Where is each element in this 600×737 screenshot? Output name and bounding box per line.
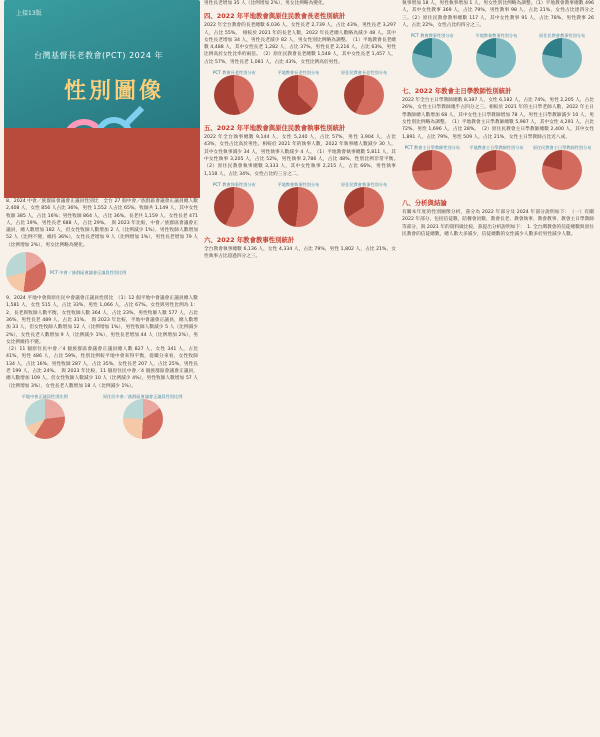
chart-5-group <box>202 178 398 231</box>
chart-6b <box>475 33 517 78</box>
chart-6-group <box>400 29 596 82</box>
section5-heading: 五、2022 年平地教會與原住民教會執事性別統計 <box>204 124 346 133</box>
continued-note: 上接13版 <box>16 10 42 17</box>
section8-text: 8、2024 中會／族群區會議會正議員性別比 全台 27 個中會／族群區會議會正議員總人數 2,408 人，女性 856 人占比 36%，男性 1,552 人占比 65%。牧師共 1,149 人，其中女性牧師 385 人，占比 16%；男性牧師 864 人，占比 36%。長老共 1,159 人，女性長老 471 人，占比 19%，男性長老 688 人，占比 29%。 與 2023 年比較，中會／族群區會議會正議員，總人數增加 182 人，但女性牧師人數增加 2 人（比例減少 1%），男性牧師人數增加 52 人（比例不變，維持 36%），女性長老增加 9 人（比例增加 1%），男性長老增加 79 人（比例增加 2%），男女比例略為變化。 <box>6 199 198 248</box>
chart-5c-caption: 原住民教會執事性別分布 <box>341 181 388 187</box>
section6-text: 全台教會執事總數 6,136 人，女性 4,334 人，占比 79%，男性 1,802 人，占比 21%，女性執事占比超過四分之三。 <box>204 246 396 260</box>
chart-8 <box>4 249 200 295</box>
column-1 <box>4 0 200 737</box>
cover-bottom-band <box>4 128 200 198</box>
chart-7b <box>469 145 523 190</box>
cover-title: 性別圖像 <box>64 79 165 104</box>
section7-text: 2022 年全台主日學教師總數 8,387 人，女性 6,182 人，占比 74%，男性 2,205 人，占比 26%，女性主日學教師幾乎占四分之三。相較於 2021 年的主日學老師人數，2022 年主日學教師總人數增加 68 人，其中女性主日學教師增加 78 人，男性主日學教師減少 10 人，男女性別比例略為調整。 （1）平地教會主日學教師總數 5,987 人，其中女性 4,291 人，占比 72%，男性 1,696 人，占比 28%。 （2）原住民教會主日學教師總數 2,400 人，其中女性 1,891 人，占比 79%，男性 509 人，占比 21%，女性主日學教師占比近八成。 <box>402 98 594 140</box>
pie-chart-9b <box>123 399 163 439</box>
chart-4a-caption: PCT 教會長老性別分布 <box>212 70 256 76</box>
chart-5c <box>341 182 387 227</box>
chart-7c-caption: 原住民教會主日學教師性別分布 <box>532 144 592 150</box>
pie-chart-4b <box>278 75 318 115</box>
chart-5b-caption: 平地教會執事性別分布 <box>277 181 320 187</box>
pie-chart-9a <box>25 399 65 439</box>
section4-text: 2022 年全台教會的長老總數 6,036 人，女性長老 2,739 人，占比 43%，男性長老 3,297 人，占比 55%。 相較於 2021 年的長老人數，2022 年長老總人數略為減少 48 人。其中女性長老增加 34 人，男性長老減少 82 人，男女性別比例略為調整。 （1）平地教會長老總數 4,488 人，其中女性長老 1,282 人，占比 37%，男性長老 2,216 人，占比 63%，男性比例高於女性比率約兩倍。 （2）原住民教會長老總數 1,548 人，其中女性長老 1,457 人，占比 57%，男性長老 1,081 人，占比 43%，女性比例高於男性。 <box>204 23 396 65</box>
chart-4c-caption: 原住民教會長老性別分布 <box>341 70 388 76</box>
pie-chart-7b <box>476 150 516 190</box>
chart-7c <box>533 145 592 190</box>
pie-chart-5a <box>214 187 254 227</box>
chart-7b-caption: 平地教會主日學教師性別分布 <box>469 144 524 150</box>
chart-6c <box>539 33 585 78</box>
pie-chart-6a <box>412 38 452 78</box>
pie-chart-5b <box>278 187 318 227</box>
pie-chart-7a <box>412 150 452 190</box>
cover-banner <box>4 0 200 198</box>
chart-4b-caption: 平地教會長老性別分布 <box>277 70 320 76</box>
section8-analysis-text: 有關本年度的性別圖像分析，茲分為 2022 年部分及 2024 年部分說明如下： （一）有關 2022 年部分，包括信徒數、陪餐會員數、教會長老、教會執事、教會教事、教會主日學教師等部分，與 2021 年的資料做比較，茲提出分析說明如下： 1. 全台灣教會的信徒總數與原住民教會的信徒總數，總人數大多減少，信徒總數的女性減少人數多於男性減少人數。 <box>402 209 594 237</box>
chart-4b <box>277 70 319 115</box>
section5-text: 2022 年全台執事總數 9,144 人，女性 5,240 人，占比 57%，男性 3,904 人，占比 43%，女性占比高於男性。相較於 2021 年的執事人數，2022 年執事總人數減少 30 人，其中女性執事減少 34 人，男性執事人數減少 4 人。 （1）平地教會執事總數 5,811 人，其中女性執事 3,205 人，占比 52%，男性執事 2,786 人，占比 48%，性別比例非常平衡。 （2）原住民教會執事總數 3,333 人，其中女性執事 2,215 人，占比 66%，男性執事 1,118 人，占比 34%，女性占比約三分之二。 <box>204 135 401 177</box>
chart-9-group <box>4 390 200 443</box>
pie-chart-4a <box>214 75 254 115</box>
chart-7a-caption: PCT 教會主日學教師性別分布 <box>404 144 460 150</box>
section4-heading: 四、2022 年平地教會與原住民教會長老性別統計 <box>204 12 346 21</box>
chart-4a <box>213 70 256 115</box>
chart-9b-caption: 原住民中會／族群區會議會正議員性別比例 <box>102 393 183 399</box>
chart-9a <box>22 394 68 439</box>
column-2 <box>202 0 401 737</box>
pie-chart-6c <box>542 38 582 78</box>
chart-5a <box>213 182 256 227</box>
chart-4c <box>341 70 387 115</box>
chart-6a-caption: PCT 教會教事性別分布 <box>410 33 454 39</box>
chart-9b <box>103 394 183 439</box>
pie-chart-6b <box>476 38 516 78</box>
section6-heading: 六、2022 年教會教事性別統計 <box>204 235 295 244</box>
chart-5b <box>277 182 319 227</box>
section8-heading: 八、分析與結論 <box>402 198 447 207</box>
chart-6b-caption: 平地教會教事性別分布 <box>475 33 518 39</box>
chart-8-caption: PCT 中會／族群區會議會正議員性別比例 <box>50 269 127 275</box>
chart-4-group <box>202 66 398 119</box>
chart-6c-caption: 原住民教會教事性別分布 <box>539 33 586 39</box>
pie-chart-7c <box>542 150 582 190</box>
continued-text: 男性長老增加 35 人（比例增加 2%），男女比例略為變化。 <box>204 1 328 6</box>
chart-6a <box>411 33 454 78</box>
section9-text: 9、2024 平地中會與原住民中會議會正議員性別比 （1）12 個平地中會議會正議員總人數 1,581 人，女性 515 人，占比 33%，男性 1,066 人，占比 67%。女性與男性比例為 1：2，長老與牧師人數平衡，女性牧師人數 364 人，占比 23%，男性牧師人數 577 人，占比 36%，男性長老 489 人，占比 31%。 與 2023 年比較，平地中會議會正議員，總人數增加 33 人，但女性牧師人數增加 12 人（比例增加 1%），男性牧師人數減少 5 人（比例減少 2%），女性長老人數增加 9 人（比例減少 1%），男性長老增加 44 人（比例增加 2%），男女比例維持不變。 <box>6 296 198 345</box>
chart-9a-caption: 平地中會正議員性別比例 <box>21 393 68 399</box>
chart-5a-caption: PCT 教會執事性別分布 <box>212 181 256 187</box>
chart-7-group <box>400 141 596 194</box>
continued-text-3: 執事增加 18 人，男性執事增加 1 人，男女性別比例略為調整。（1）平地教會教事總數 496 人，其中女性教事 369 人，占比 79%，男性教事 98 人，占比 21%，女性占比達四分之三。（2）原住民教會教事總數 117 人，其中女性教事 91 人，占比 78%，男性教事 26 人，占比 22%，女性占比約四分之三。 <box>402 1 594 28</box>
pie-chart-8 <box>6 252 46 292</box>
cover-subtitle: 台灣基督長老教會(PCT) 2024 年 <box>34 51 163 60</box>
chart-7a <box>405 145 460 190</box>
section9-2-text: （2）11 個原住民中會／4 個族群區會議會正議員總人數 827 人，女性 341 人，占比 41%，男性 486 人，占比 59%。性別比例較平地中會來得平衡，從職分來看，女性牧師 134 人，占比 16%，男性牧師 287 人，占比 35%，女性長老 207 人，占比 25%，男性長老 199 人，占比 24%。 與 2023 年比較，11 個原住民中會／4 個族群區會議會正議員，總人數增加 109 人，但女性牧師人數減少 10 人（比例減少 4%），男性牧師人數增加 57 人（比例增加 3%），女性長老人數增加 18 人（比例減少 1%）。 <box>6 347 198 389</box>
section7-heading: 七、2022 年教會主日學教師性別統計 <box>402 87 512 96</box>
pie-chart-4c <box>344 75 384 115</box>
column-3 <box>400 0 596 737</box>
pie-chart-5c <box>344 187 384 227</box>
